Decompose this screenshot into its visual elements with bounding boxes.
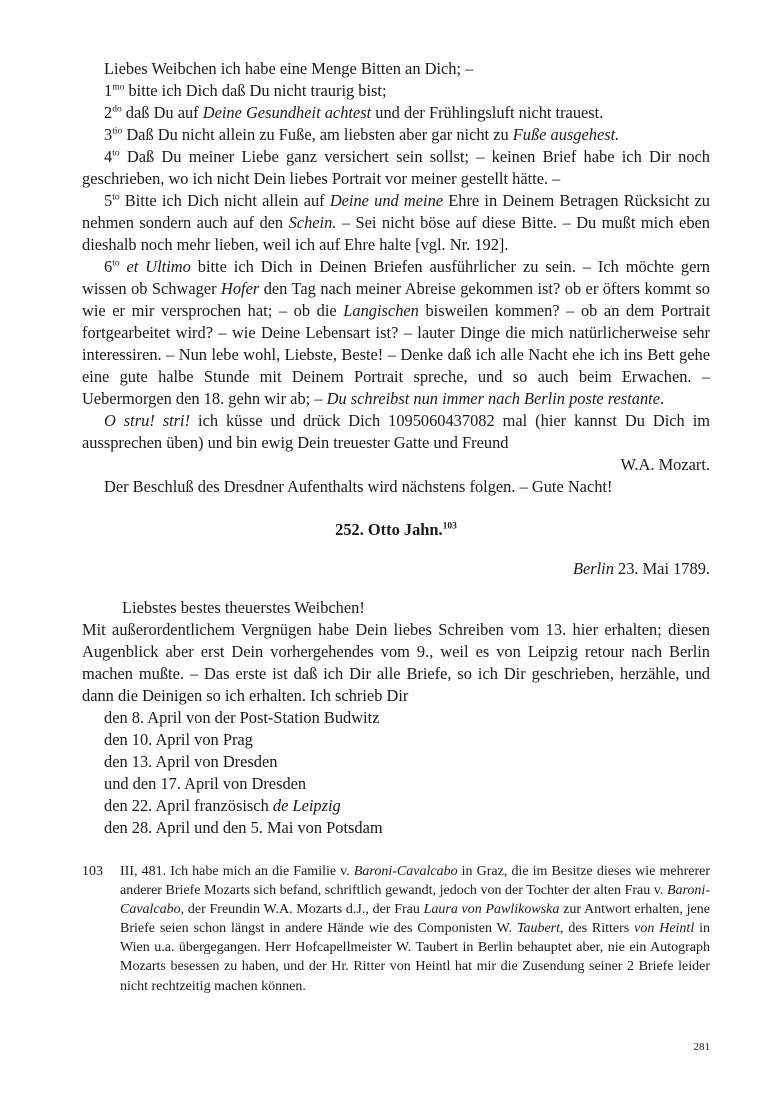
request-1-ordinal: mo xyxy=(112,82,125,93)
footnote-text-4: , des Ritters xyxy=(560,921,635,937)
footnote-text xyxy=(120,862,710,996)
request-3 xyxy=(82,124,710,146)
request-6-space xyxy=(120,257,127,276)
footnote xyxy=(82,862,710,996)
request-3-ordinal: tio xyxy=(112,126,123,137)
letter1-opening: Liebes Weibchen ich habe eine Menge Bitten an Dich; – xyxy=(104,59,474,78)
request-5-italic: Deine und meine xyxy=(329,191,444,210)
request-1 xyxy=(82,80,710,102)
request-2-text: daß Du auf xyxy=(121,103,203,122)
request-3-number: 3 xyxy=(104,125,113,144)
letter2-place: Berlin xyxy=(572,559,614,578)
footnote-text-1: in Graz, die im Besitze dieses wie mehrerer anderer Briefe Mozarts sich befand, schriftlich gewandt, jedoch von der Tochter der alten Frau v. xyxy=(120,864,710,899)
request-3-text: Daß Du nicht allein zu Fuße, am liebsten aber gar nicht zu xyxy=(122,125,513,144)
footnote-italic-4: von Heintl xyxy=(634,921,695,937)
request-1-text: bitte ich Dich daß Du nicht traurig bist; xyxy=(124,81,387,100)
letter2-date: 23. Mai 1789. xyxy=(613,559,710,578)
postscript: Der Beschluß des Dresdner Aufenthalts wird nächstens folgen. – Gute Nacht! xyxy=(104,477,613,496)
request-6-italic-3: Langischen xyxy=(343,301,419,320)
request-4 xyxy=(82,146,710,190)
request-6-text-2: den Tag nach meiner Abreise gekommen ist? ob er öfters kommt so wie er mir versprochen hat; – ob die xyxy=(82,279,710,320)
request-2 xyxy=(82,102,710,124)
request-2-ordinal: do xyxy=(112,104,122,115)
request-4-number: 4 xyxy=(104,147,113,166)
list-item: den 28. April und den 5. Mai von Potsdam xyxy=(104,818,383,837)
request-1-number: 1 xyxy=(104,81,113,100)
list-item: und den 17. April von Dresden xyxy=(104,774,307,793)
request-2-text-end: und der Frühlingsluft nicht trauest. xyxy=(371,103,604,122)
o-stru-italic: O stru! stri! xyxy=(104,411,191,430)
list-item: den 8. April von der Post-Station Budwitz xyxy=(104,708,380,727)
request-2-number: 2 xyxy=(104,103,113,122)
request-5-number: 5 xyxy=(104,191,113,210)
page-number: 281 xyxy=(693,1041,710,1053)
footnote-italic-1: Baroni-Cavalcabo, xyxy=(120,883,710,918)
signature: W.A. Mozart. xyxy=(620,455,710,474)
request-6-italic-2: Hofer xyxy=(221,279,260,298)
section-heading xyxy=(82,519,710,541)
list-item: den 10. April von Prag xyxy=(104,730,253,749)
footnote-text-3: zur Antwort erhalten, jene Briefe seien schon längst in andere Hände wie des Componisten W. xyxy=(120,902,710,937)
request-4-ordinal: to xyxy=(112,148,120,159)
page-body xyxy=(82,58,710,839)
request-6 xyxy=(82,256,710,410)
footnote-text-5: in Wien u.a. übergegangen. Herr Hofcapellmeister W. Taubert in Berlin behauptet aber, nie ein Autograph Mozarts besessen zu haben, und der Hr. Ritter von Heintl hat mir die Zusendung seiner 2 Briefe leider nicht rechtzeitig machen können. xyxy=(120,921,710,994)
footnote-text-2: der Freundin W.A. Mozarts d.J., der Frau xyxy=(184,902,424,918)
request-5 xyxy=(82,190,710,256)
request-5-text: Bitte ich Dich nicht allein auf xyxy=(119,191,330,210)
footnote-italic-3: Taubert xyxy=(516,921,560,937)
request-6-italic-1: et Ultimo xyxy=(126,257,191,276)
section-title: 252. Otto Jahn. xyxy=(335,520,443,539)
request-5-text-end: – Sei nicht böse auf diese Bitte. – Du mußt mich eben dieshalb noch mehr lieben, weil ich auf Ehre halte [vgl. Nr. 192]. xyxy=(82,213,710,254)
request-6-ordinal: to xyxy=(112,258,120,269)
letter2-salutation: Liebstes bestes theuerstes Weibchen! xyxy=(122,598,365,617)
footnote-italic-2: Laura von Pawlikowska xyxy=(423,902,560,918)
list-item-italic: de Leipzig xyxy=(272,796,341,815)
letters-list xyxy=(82,707,710,839)
o-stru-text: ich küsse und drück Dich 1095060437082 mal (hier kannst Du Dich im aussprechen üben) und bin ewig Dein treuester Gatte und Freund xyxy=(82,411,710,452)
request-5-italic-2: Schein. xyxy=(288,213,337,232)
list-item-text: den 22. April französisch xyxy=(104,796,273,815)
request-5-ordinal: to xyxy=(112,192,120,203)
footnote-text-0: III, 481. Ich habe mich an die Familie v. xyxy=(120,864,354,879)
request-3-italic: Fuße ausgehest. xyxy=(512,125,620,144)
request-2-italic: Deine Gesundheit achtest xyxy=(202,103,372,122)
footnote-number: 103 xyxy=(82,864,103,879)
list-item xyxy=(104,795,710,817)
request-6-text-4: . xyxy=(659,389,665,408)
request-6-italic-4: Du schreibst nun immer nach Berlin poste restante xyxy=(326,389,660,408)
o-stru-paragraph xyxy=(82,410,710,454)
letter2-dateline xyxy=(82,558,710,580)
footnote-italic-0: Baroni-Cavalcabo xyxy=(353,864,458,879)
list-item: den 13. April von Dresden xyxy=(104,752,278,771)
request-5-text-mid: Ehre in Deinem Betragen Rücksicht zu nehmen sondern auch auf den xyxy=(82,191,710,232)
request-4-text: Daß Du meiner Liebe ganz versichert sein sollst; – keinen Brief habe ich Dir noch geschrieben, wo ich nicht Dein liebes Portrait vor meiner gestellt hätte. – xyxy=(82,147,710,188)
request-6-number: 6 xyxy=(104,257,113,276)
section-footnote-ref: 103 xyxy=(442,521,457,532)
request-6-text-3: bisweilen kommen? – ob an dem Portrait fortgearbeitet wird? – wie Deine Lebensart ist? – lauter Dinge die mich natürlicherweise sehr interessiren. – Nun lebe wohl, Liebste, Beste! – Denke daß ich alle Nacht ehe ich ins Bett gehe eine gute halbe Stunde mit Deinem Portrait spreche, und so auch beim Erwachen. – Uebermorgen den 18. gehn wir ab; – xyxy=(82,301,711,408)
letter2-body: Mit außerordentlichem Vergnügen habe Dein liebes Schreiben vom 13. hier erhalten; diesen Augenblick aber erst Dein vorhergehendes vom 9., weil es von Leipzig retour nach Berlin machen mußte. – Das erste ist daß ich Dir alle Briefe, so ich Dir geschrieben, herzähle, und dann die Deinigen so ich erhalten. Ich schrieb Dir xyxy=(82,620,710,705)
request-6-text-1: bitte ich Dich in Deinen Briefen ausführlicher zu sein. – Ich möchte gern wissen ob Schwager xyxy=(82,257,710,298)
